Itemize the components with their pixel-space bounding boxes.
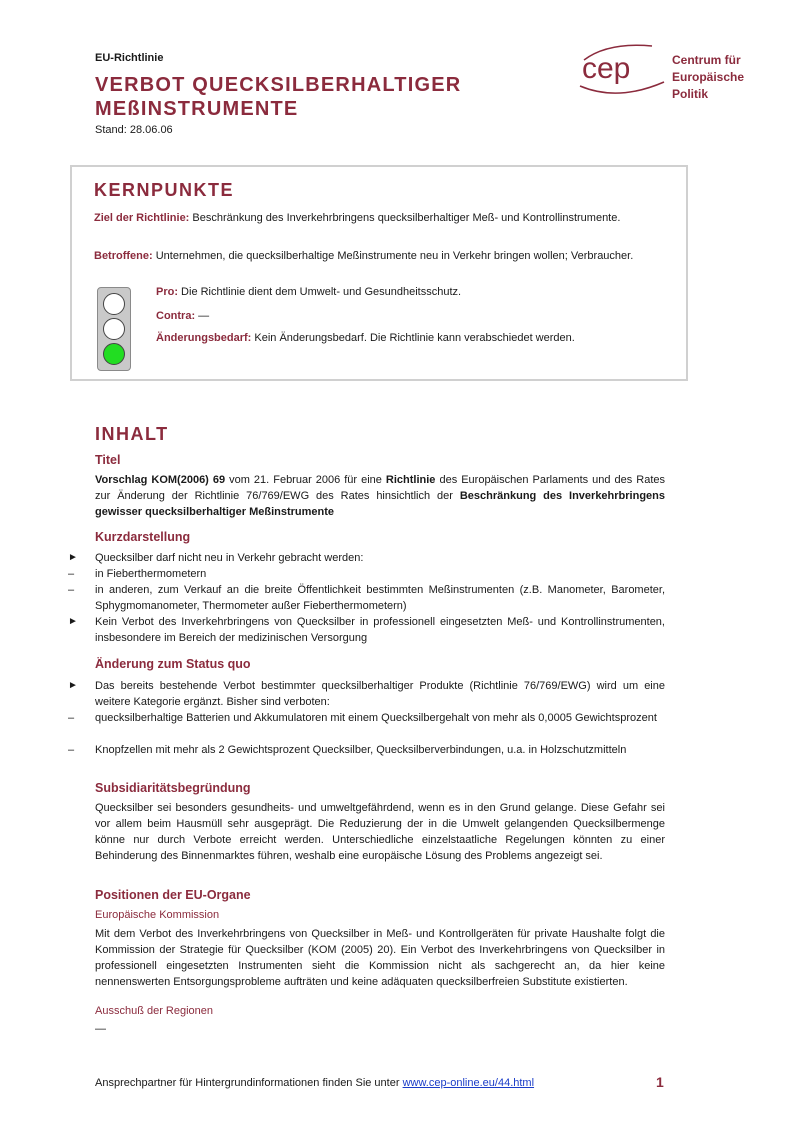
traffic-light-icon xyxy=(97,287,131,371)
footer-text: Ansprechpartner für Hintergrundinformationen finden Sie unter xyxy=(95,1077,403,1089)
footer-link[interactable]: www.cep-online.eu/44.html xyxy=(402,1077,535,1089)
document-title: VERBOT QUECKSILBERHALTIGER MEßINSTRUMENTE xyxy=(95,74,462,120)
list-item: quecksilberhaltige Batterien und Akkumulatoren mit einem Quecksilbergehalt von mehr als 0,0005 Gewichtsprozent xyxy=(95,712,657,724)
document-kicker: EU-Richtlinie xyxy=(95,52,164,64)
kernpunkt-contra xyxy=(156,308,209,324)
inhalt-heading: INHALT xyxy=(95,424,169,444)
dash-icon: – xyxy=(68,568,75,580)
org-name-line: Europäische xyxy=(672,70,745,84)
kernpunkt-aenderungsbedarf xyxy=(156,330,575,346)
kernpunkt-ziel xyxy=(94,210,664,226)
traffic-light-top-lamp xyxy=(103,293,125,315)
kernpunkte-heading: KERNPUNKTE xyxy=(94,180,235,200)
org-name-line: Centrum für xyxy=(672,53,741,67)
section-heading-positionen: Positionen der EU-Organe xyxy=(95,888,251,902)
list-item: Knopfzellen mit mehr als 2 Gewichtsprozent Quecksilber, Quecksilberverbindungen, u.a. in Holzschutzmitteln xyxy=(95,744,627,756)
kernpunkt-text: Die Richtlinie dient dem Umwelt- und Gesundheitsschutz. xyxy=(178,286,462,298)
document-date: Stand: 28.06.06 xyxy=(95,124,173,136)
list-item: in Fieberthermometern xyxy=(95,568,207,580)
page-number: 1 xyxy=(656,1074,664,1090)
section-heading-titel: Titel xyxy=(95,453,121,467)
list-item: Quecksilber darf nicht neu in Verkehr gebracht werden: xyxy=(95,552,364,564)
kernpunkt-text: — xyxy=(195,310,210,322)
bullet-arrow-icon: ► xyxy=(68,552,78,563)
subheading-regionen: Ausschuß der Regionen xyxy=(95,1005,214,1017)
traffic-light-middle-lamp xyxy=(103,318,125,340)
list-item: Kein Verbot des Inverkehrbringens von Quecksilber in professionell eingesetzten Meß- und Kontrollinstrumenten, insbesondere im Bereich der medizinischen Versorgung xyxy=(95,616,665,644)
kernpunkt-label: Änderungsbedarf: xyxy=(156,332,252,344)
footer xyxy=(95,1077,534,1089)
dash-icon: – xyxy=(68,712,75,724)
traffic-light-green-lamp xyxy=(103,343,125,365)
kernpunkt-text: Unternehmen, die quecksilberhaltige Meßinstrumente neu in Verkehr bringen wollen; Verbraucher. xyxy=(152,250,634,262)
kernpunkt-text: Kein Änderungsbedarf. Die Richtlinie kann verabschiedet werden. xyxy=(251,332,575,344)
logo-wordmark: cep xyxy=(582,52,631,85)
kernpunkt-label: Contra: xyxy=(156,310,196,322)
list-item: Das bereits bestehende Verbot bestimmter quecksilberhaltiger Produkte (Richtlinie 76/769/EWG) wird um eine weitere Kategorie ergänzt. Bisher sind verboten: xyxy=(95,680,665,708)
kernpunkt-label: Pro: xyxy=(156,286,178,298)
kernpunkt-betroffene xyxy=(94,248,664,264)
kernpunkte-box xyxy=(70,165,688,381)
section-heading-status-quo: Änderung zum Status quo xyxy=(95,657,251,671)
kommission-paragraph: Mit dem Verbot des Inverkehrbringens von Quecksilber in Meß- und Kontrollgeräten für private Haushalte folgt die Kommission der Strategie für Quecksilber (KOM (2005) 20). Ein Verbot des Inverkehrbringens von Quecksilber in professionell eingesetzten Instrumenten sieht die Kommission nicht als sachgerecht an, da hier keine nennenswerten Entsorgungsprobleme aufträten und keine adäquaten quecksilberfreien Substitute existierten. xyxy=(95,928,665,988)
kernpunkt-pro xyxy=(156,284,461,300)
dash-icon: – xyxy=(68,584,75,596)
regionen-paragraph: — xyxy=(95,1023,106,1035)
titel-paragraph: Vorschlag KOM(2006) 69 vom 21. Februar 2006 für eine Richtlinie des Europäischen Parlaments und des Rates zur Änderung der Richtlinie 76/769/EWG des Rates hinsichtlich der Beschränkung des Inverkehrbringens gewisser quecksilberhaltiger Meßinstrumente xyxy=(95,474,666,518)
list-item: in anderen, zum Verkauf an die breite Öffentlichkeit bestimmten Meßinstrumenten (z.B. Manometer, Barometer, Sphygmomanometer, Thermometer außer Fieberthermometern) xyxy=(95,584,665,612)
org-name xyxy=(672,52,744,103)
org-name-line: Politik xyxy=(672,87,709,101)
section-heading-kurzdarstellung: Kurzdarstellung xyxy=(95,530,191,544)
subheading-kommission: Europäische Kommission xyxy=(95,909,220,921)
kernpunkt-label: Betroffene: xyxy=(94,250,153,262)
bullet-arrow-icon: ► xyxy=(68,616,78,627)
subsidiaritaet-paragraph: Quecksilber sei besonders gesundheits- und umweltgefährdend, wenn es in den Grund gelange. Diese Gefahr sei vor allem beim Hausmüll sehr ausgeprägt. Die Reduzierung der in die Umwelt gelangenden Quecksilbermenge könne nur durch Verbote erreicht werden. Unterschiedliche einzelstaatliche Regelungen könnten zu einer Behinderung des Binnenmarktes führen, weshalb eine europäische Lösung des Problems angezeigt sei. xyxy=(95,802,665,862)
bullet-arrow-icon: ► xyxy=(68,680,78,691)
section-heading-subsidiaritaet: Subsidiaritätsbegründung xyxy=(95,781,251,795)
kernpunkt-label: Ziel der Richtlinie: xyxy=(94,212,190,224)
dash-icon: – xyxy=(68,744,75,756)
titel-ref: Vorschlag KOM(2006) 69 xyxy=(95,474,226,486)
kernpunkt-text: Beschränkung des Inverkehrbringens quecksilberhaltiger Meß- und Kontrollinstrumente. xyxy=(189,212,621,224)
